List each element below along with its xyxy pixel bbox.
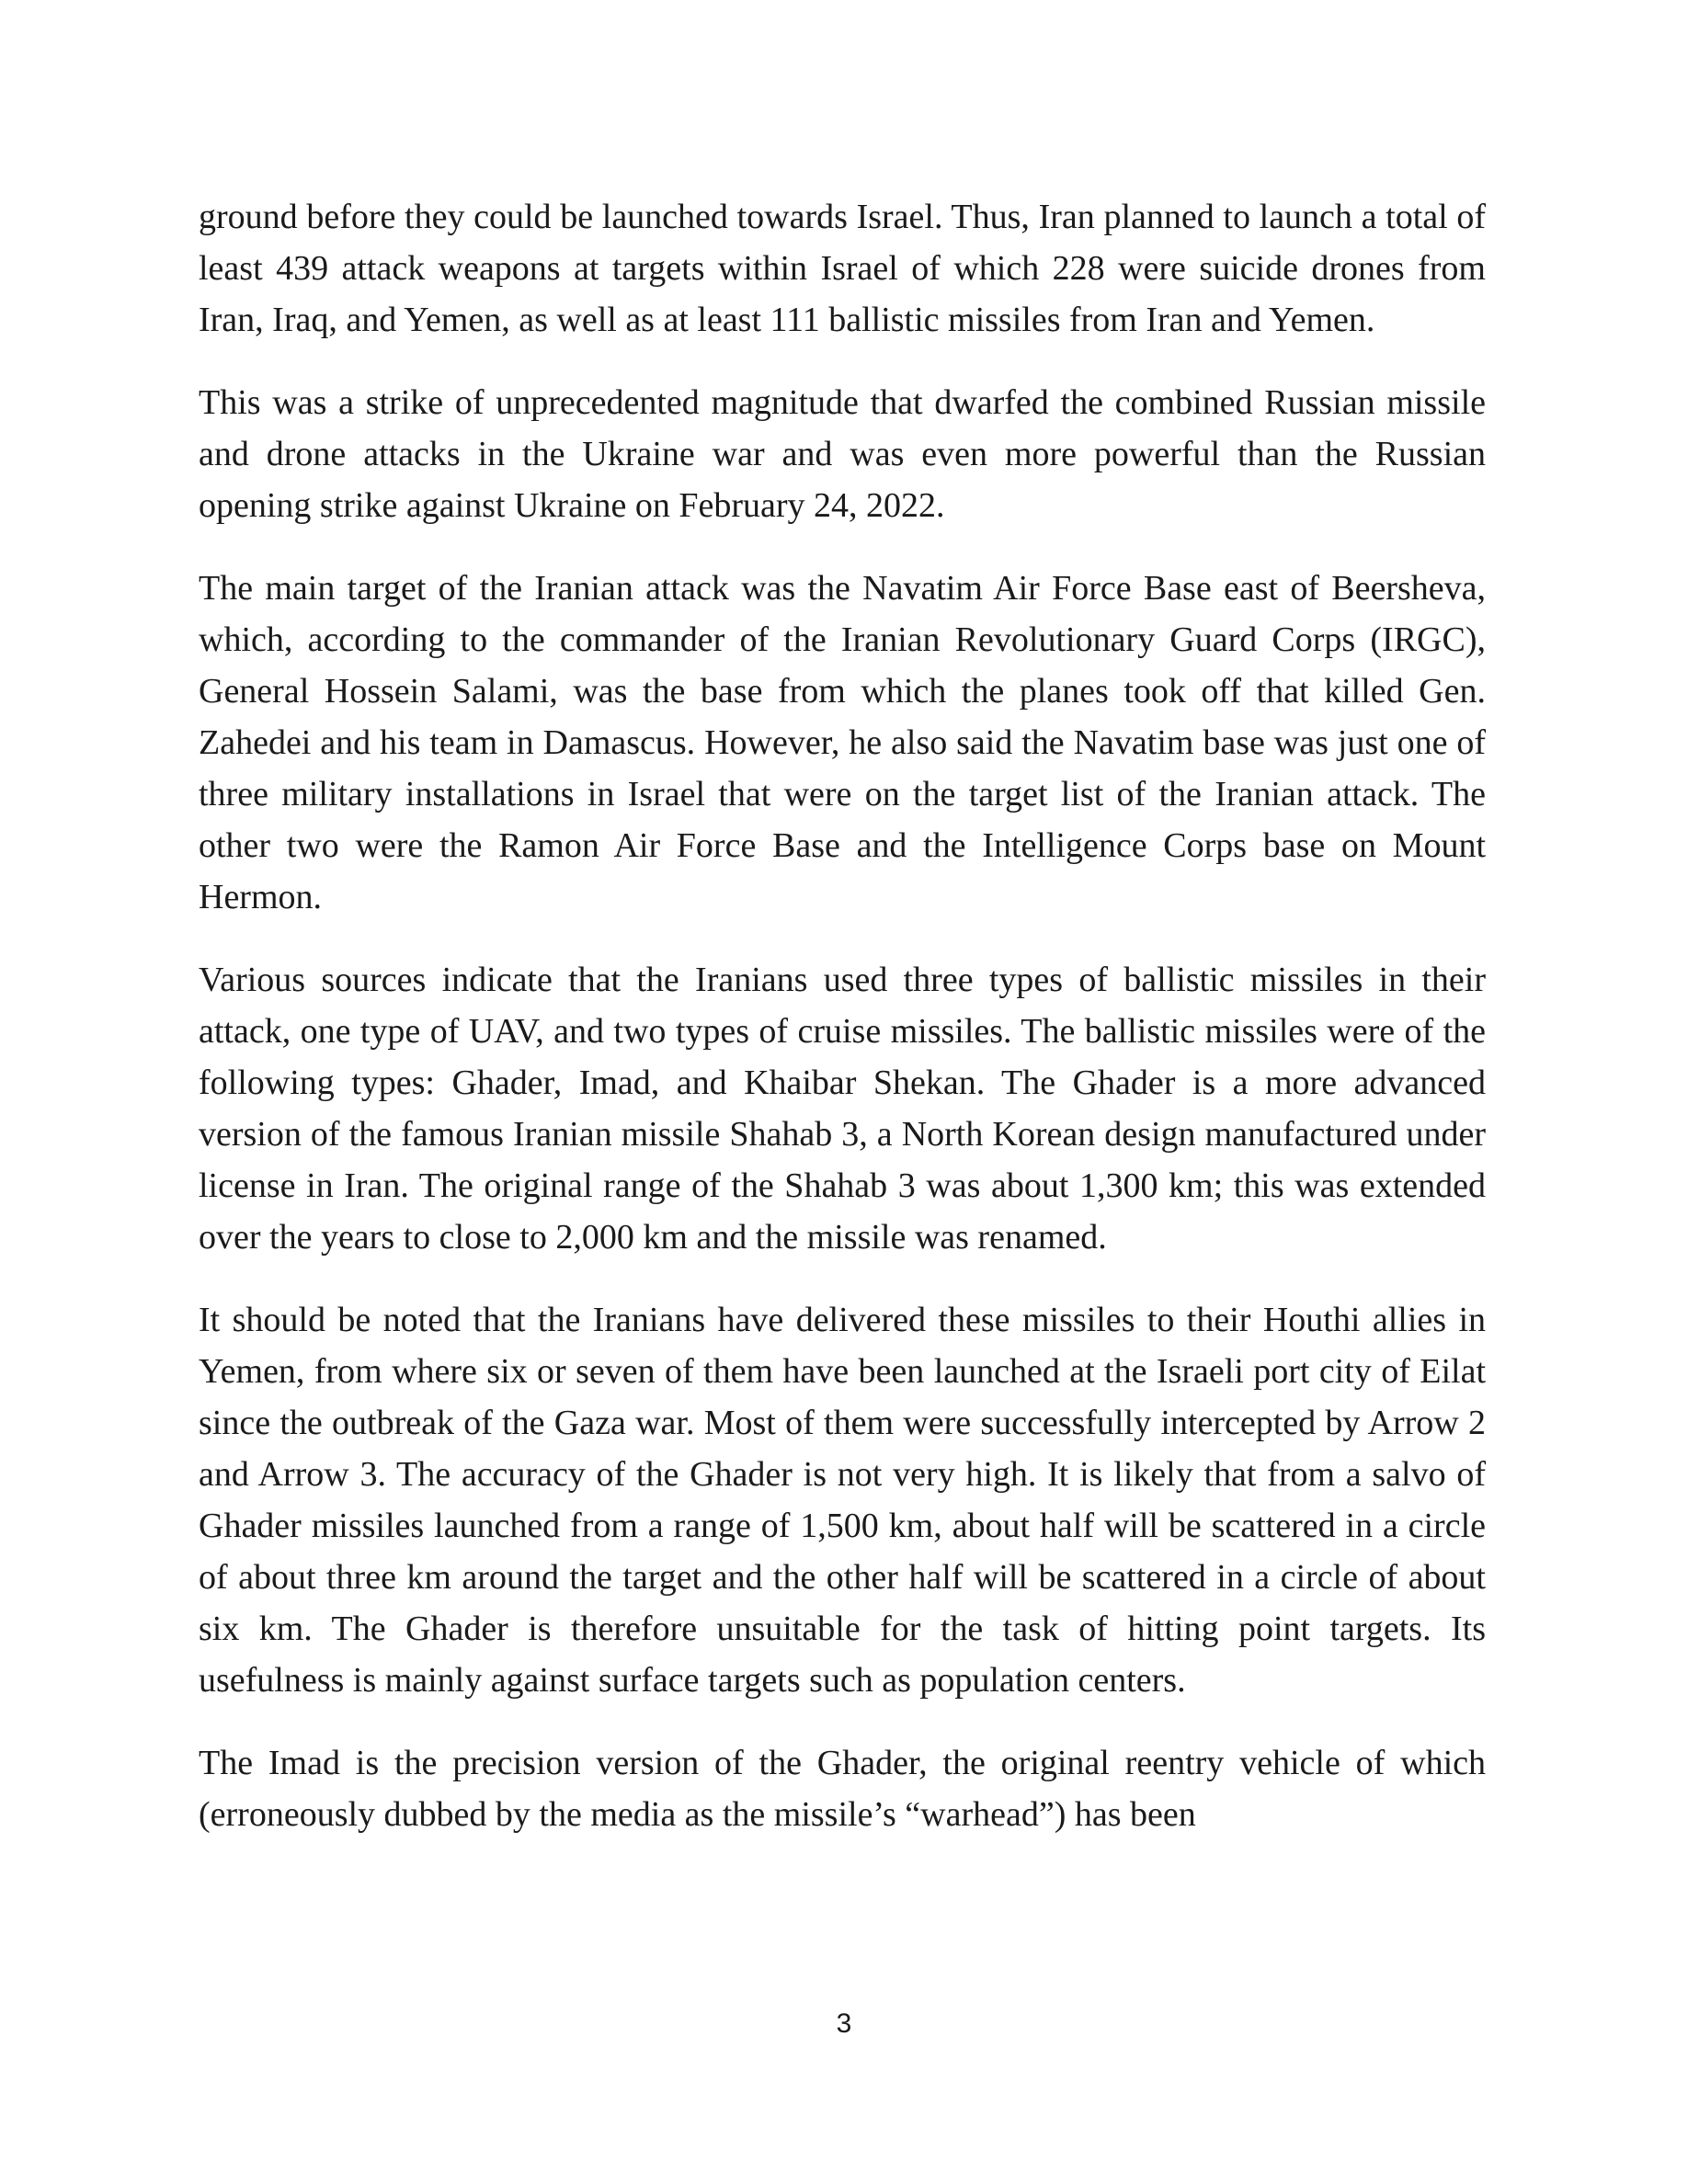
paragraph-5: It should be noted that the Iranians have delivered these missiles to their Houthi allies in Yemen, from where six or seven of them have been launched at the Israeli port city of Eilat since the outbreak of the Gaza war. Most of them were successfully intercepted by Arrow 2 and Arrow 3. The accuracy of the Ghader is not very high. It is likely that from a salvo of Ghader missiles launched from a range of 1,500 km, about half will be scattered in a circle of about three km around the target and the other half will be scattered in a circle of about six km. The Ghader is therefore unsuitable for the task of hitting point targets. Its usefulness is mainly against surface targets such as population centers. [199,1301,1486,1700]
page-number: 3 [836,2008,852,2039]
paragraph-1: ground before they could be launched towards Israel. Thus, Iran planned to launch a total of least 439 attack weapons at targets within Israel of which 228 were suicide drones from Iran, Iraq, and Yemen, as well as at least 111 ballistic missiles from Iran and Yemen. [199,198,1486,339]
paragraph-4: Various sources indicate that the Iranians used three types of ballistic missiles in their attack, one type of UAV, and two types of cruise missiles. The ballistic missiles were of the following types: Ghader, Imad, and Khaibar Shekan. The Ghader is a more advanced version of the famous Iranian missile Shahab 3, a North Korean design manufactured under license in Iran. The original range of the Shahab 3 was about 1,300 km; this was extended over the years to close to 2,000 km and the missile was renamed. [199,961,1486,1257]
paragraph-2: This was a strike of unprecedented magnitude that dwarfed the combined Russian missile and drone attacks in the Ukraine war and was even more powerful than the Russian opening strike against Ukraine on February 24, 2022. [199,383,1486,525]
paragraph-3: The main target of the Iranian attack was the Navatim Air Force Base east of Beersheva, which, according to the commander of the Iranian Revolutionary Guard Corps (IRGC), General Hossein Salami, was the base from which the planes took off that killed Gen. Zahedei and his team in Damascus. However, he also said the Navatim base was just one of three military installations in Israel that were on the target list of the Iranian attack. The other two were the Ramon Air Force Base and the Intelligence Corps base on Mount Hermon. [199,569,1486,916]
document-body [199,191,1486,1840]
paragraph-6: The Imad is the precision version of the Ghader, the original reentry vehicle of which (erroneously dubbed by the media as the missile’s “warhead”) has been [199,1744,1486,1834]
